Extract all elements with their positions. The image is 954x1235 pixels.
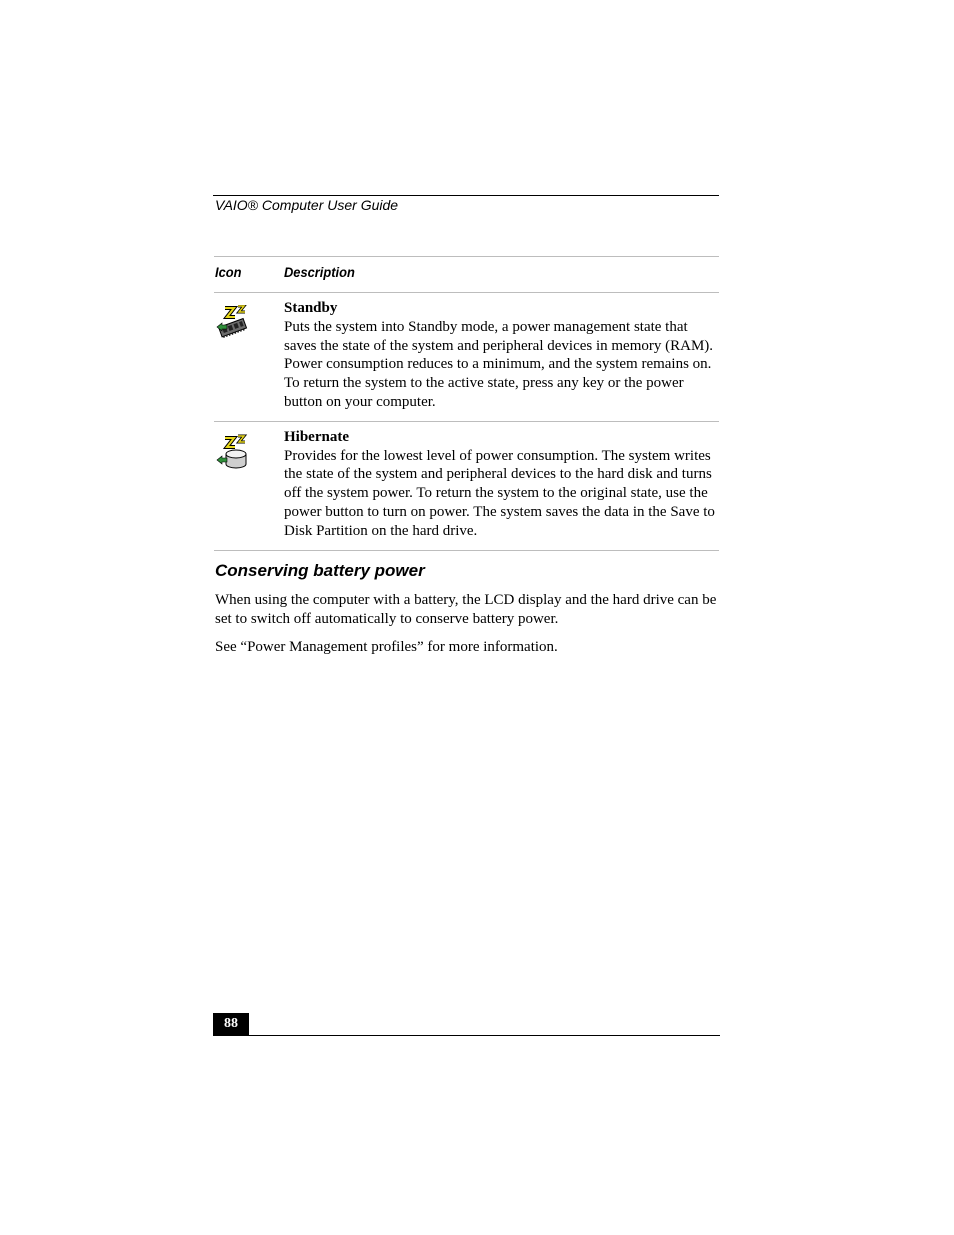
column-header-description: Description (284, 264, 355, 280)
table-bottom-rule (214, 550, 719, 551)
page-number: 88 (213, 1013, 249, 1035)
column-header-icon: Icon (215, 264, 242, 280)
standby-description (284, 293, 719, 421)
table-row (214, 293, 719, 421)
table-header (214, 257, 719, 292)
table-row (214, 422, 719, 550)
body-paragraph: See “Power Management profiles” for more information. (215, 639, 558, 655)
section-heading: Conserving battery power (215, 561, 425, 580)
power-icon-table (214, 256, 719, 551)
header-rule (213, 195, 719, 196)
standby-memory-icon (216, 305, 252, 341)
footer-rule (213, 1035, 720, 1036)
hibernate-description (284, 422, 719, 550)
body-paragraph: When using the computer with a battery, the LCD display and the hard drive can be set to switch off automatically to conserve battery power. (215, 592, 717, 627)
hibernate-title: Hibernate (284, 428, 349, 445)
hibernate-disk-icon (216, 434, 252, 470)
standby-title: Standby (284, 300, 338, 316)
running-header: VAIO® Computer User Guide (215, 197, 399, 213)
hibernate-text: Provides for the lowest level of power consumption. The system writes the state of the system and peripheral devices to the hard disk and turns off the system power. To return the system to the original state, use the power button to turn on power. The system saves the data in the Save to Disk Partition on the hard drive. (284, 447, 715, 539)
standby-text: Puts the system into Standby mode, a power management state that saves the state of the system and peripheral devices in memory (RAM). Power consumption reduces to a minimum, and the system remains on. To return the system to the active state, press any key or the power button on your computer. (284, 318, 714, 410)
